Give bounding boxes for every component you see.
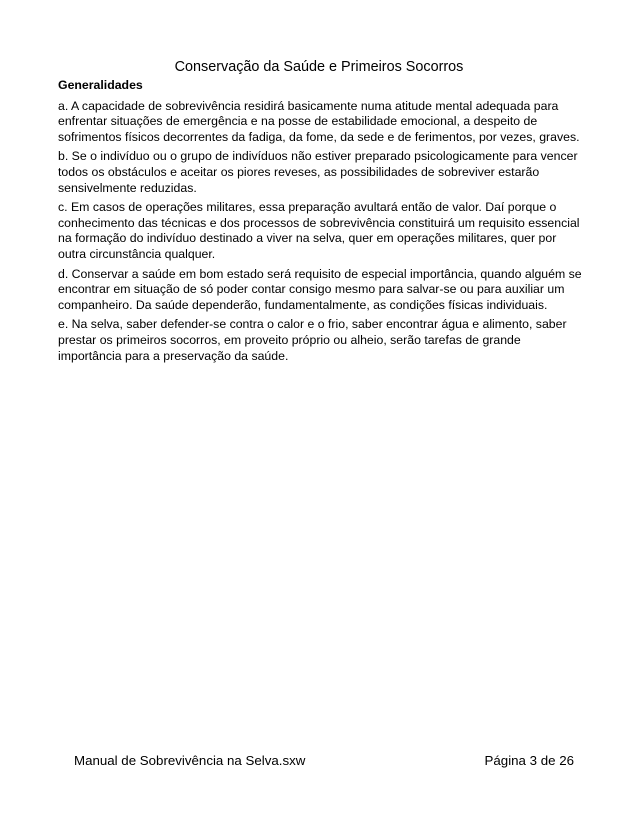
paragraph-d: d. Conservar a saúde em bom estado será requisito de especial importância, quando alguém se encontrar em situação de só poder contar consigo mesmo para salvar-se ou para auxiliar um companheiro. Da saúde dependerão, fundamentalmente, as condições físicas individuais. <box>58 266 582 312</box>
section-heading: Generalidades <box>58 78 143 92</box>
paragraph-e: e. Na selva, saber defender-se contra o calor e o frio, saber encontrar água e alimento, saber prestar os primeiros socorros, em proveito próprio ou alheio, serão tarefas de grande importância para a preservação da saúde. <box>58 317 567 363</box>
page-title: Conservação da Saúde e Primeiros Socorros <box>174 59 464 75</box>
paragraph-a: a. A capacidade de sobrevivência residirá basicamente numa atitude mental adequada para enfrentar situações de emergência e na posse de estabilidade emocional, a despeito de sofrimentos físicos decorrentes da fadiga, da fome, da sede e de ferimentos, por vezes, graves. <box>58 98 580 144</box>
footer-page-number: Página 3 de 26 <box>484 753 574 768</box>
paragraph-c: c. Em casos de operações militares, essa preparação avultará então de valor. Daí porque o conhecimento das técnicas e dos processos de sobrevivência constituirá um requisito essencial na formação do indivíduo destinado a viver na selva, quer em operações militares, quer por outra circunstância qualquer. <box>58 200 580 261</box>
document-body <box>58 78 584 368</box>
paragraph-b: b. Se o indivíduo ou o grupo de indivíduos não estiver preparado psicologicamente para vencer todos os obstáculos e aceitar os piores reveses, as possibilidades de sobreviver estarão sensivelmente reduzidas. <box>58 149 578 195</box>
footer-filename: Manual de Sobrevivência na Selva.sxw <box>74 753 306 768</box>
